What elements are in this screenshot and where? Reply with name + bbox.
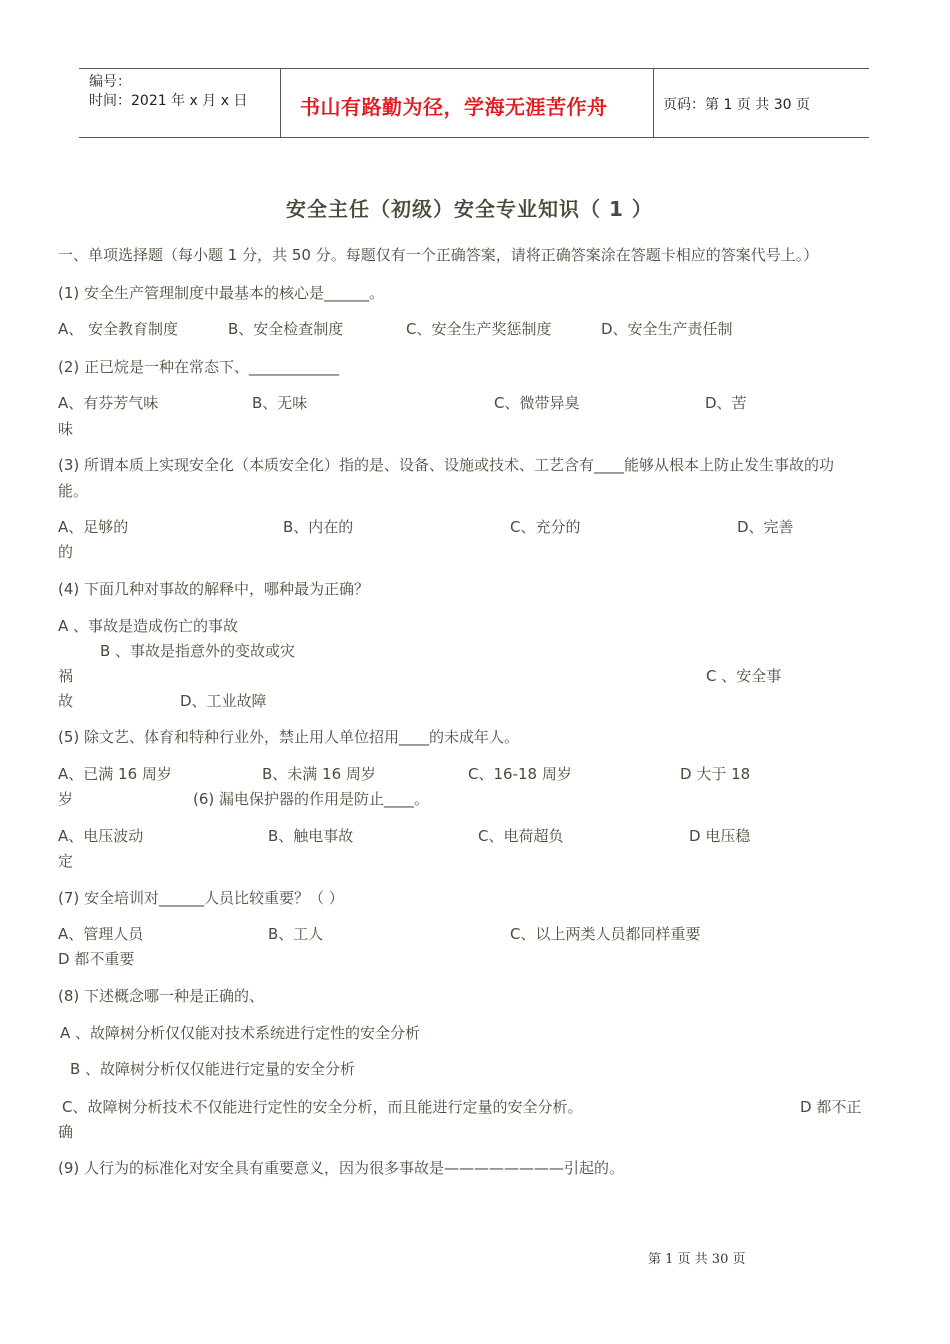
question-8-option-d-cont: 确: [58, 1123, 74, 1141]
question-1-option-d: D、安全生产责任制: [601, 320, 733, 338]
question-4-option-b-cont: 祸: [58, 667, 74, 685]
question-4-option-c-cont: 故: [58, 692, 74, 710]
question-3-option-d-cont: 的: [58, 543, 74, 561]
question-7-stem: (7) 安全培训对______人员比较重要？（ ）: [58, 889, 344, 907]
question-8-option-b: B 、故障树分析仅仅能进行定量的安全分析: [70, 1060, 356, 1078]
question-8-stem: (8) 下述概念哪一种是正确的、: [58, 987, 265, 1005]
question-6-option-d: D 电压稳: [689, 827, 751, 845]
question-4-option-c: C 、安全事: [706, 667, 782, 685]
question-6-option-d-cont: 定: [58, 852, 74, 870]
date-label: 时间：2021 年 x 月 x 日: [89, 93, 248, 109]
question-6-stem: (6) 漏电保护器的作用是防止____。: [193, 790, 430, 808]
question-1-option-c: C、安全生产奖惩制度: [406, 320, 552, 338]
question-8-option-a: A 、故障树分析仅仅能对技术系统进行定性的安全分析: [60, 1024, 421, 1042]
question-3-stem: (3) 所谓本质上实现安全化（本质安全化）指的是、设备、设施或技术、工艺含有____能够从根本上防止发生事故的功: [58, 456, 835, 474]
question-2-option-d: D、苦: [705, 394, 747, 412]
question-5-option-c: C、16-18 周岁: [468, 765, 572, 783]
header-divider: [280, 69, 281, 137]
question-3-stem-cont: 能。: [58, 482, 89, 500]
question-1-option-a: A、 安全教育制度: [58, 320, 179, 338]
question-3-option-d: D、完善: [737, 518, 794, 536]
question-5-option-d-cont: 岁: [58, 790, 74, 808]
question-8-option-c: C、故障树分析技术不仅能进行定性的安全分析，而且能进行定量的安全分析。: [62, 1098, 583, 1116]
question-2-stem: (2) 正已烷是一种在常态下、____________: [58, 358, 340, 376]
question-5-stem: (5) 除文艺、体育和特种行业外，禁止用人单位招用____的未成年人。: [58, 728, 520, 746]
page-footer: 第 1 页 共 30 页: [648, 1252, 746, 1267]
question-3-option-b: B、内在的: [283, 518, 354, 536]
question-4-option-d: D、工业故障: [180, 692, 267, 710]
question-7-option-c: C、以上两类人员都同样重要: [510, 925, 701, 943]
question-8-option-d: D 都不正: [800, 1098, 862, 1116]
question-5-option-d: D 大于 18: [680, 765, 751, 783]
question-1-stem: (1) 安全生产管理制度中最基本的核心是______。: [58, 284, 385, 302]
question-4-stem: (4) 下面几种对事故的解释中，哪种最为正确？: [58, 580, 370, 598]
question-5-option-b: B、未满 16 周岁: [262, 765, 376, 783]
question-4-option-a: A 、事故是造成伤亡的事故: [58, 617, 239, 635]
question-7-option-a: A、管理人员: [58, 925, 144, 943]
question-2-option-c: C、微带异臭: [494, 394, 580, 412]
question-7-option-b: B、工人: [268, 925, 324, 943]
question-3-option-c: C、充分的: [510, 518, 581, 536]
question-9-stem: (9) 人行为的标准化对安全具有重要意义，因为很多事故是————————引起的。: [58, 1159, 625, 1177]
question-5-option-a: A、已满 16 周岁: [58, 765, 172, 783]
header-divider: [653, 69, 654, 137]
question-4-option-b: B 、事故是指意外的变故或灾: [100, 642, 296, 660]
question-2-option-a: A、有芬芳气味: [58, 394, 159, 412]
question-2-option-d-cont: 味: [58, 420, 74, 438]
question-6-option-c: C、电荷超负: [478, 827, 564, 845]
document-title: 安全主任（初级）安全专业知识（ 1 ）: [286, 197, 653, 221]
question-3-option-a: A、足够的: [58, 518, 129, 536]
page-label: 页码：第 1 页 共 30 页: [663, 97, 810, 113]
section-intro: 一、单项选择题（每小题 1 分，共 50 分。每题仅有一个正确答案，请将正确答案涂在答题卡相应的答案代号上。）: [58, 246, 819, 264]
serial-label: 编号：: [89, 74, 131, 90]
question-1-option-b: B、安全检查制度: [228, 320, 344, 338]
question-6-option-a: A、电压波动: [58, 827, 144, 845]
question-7-option-d: D 都不重要: [58, 950, 135, 968]
question-6-option-b: B、触电事故: [268, 827, 354, 845]
motto: 书山有路勤为径，学海无涯苦作舟: [300, 95, 608, 119]
question-2-option-b: B、无味: [252, 394, 308, 412]
